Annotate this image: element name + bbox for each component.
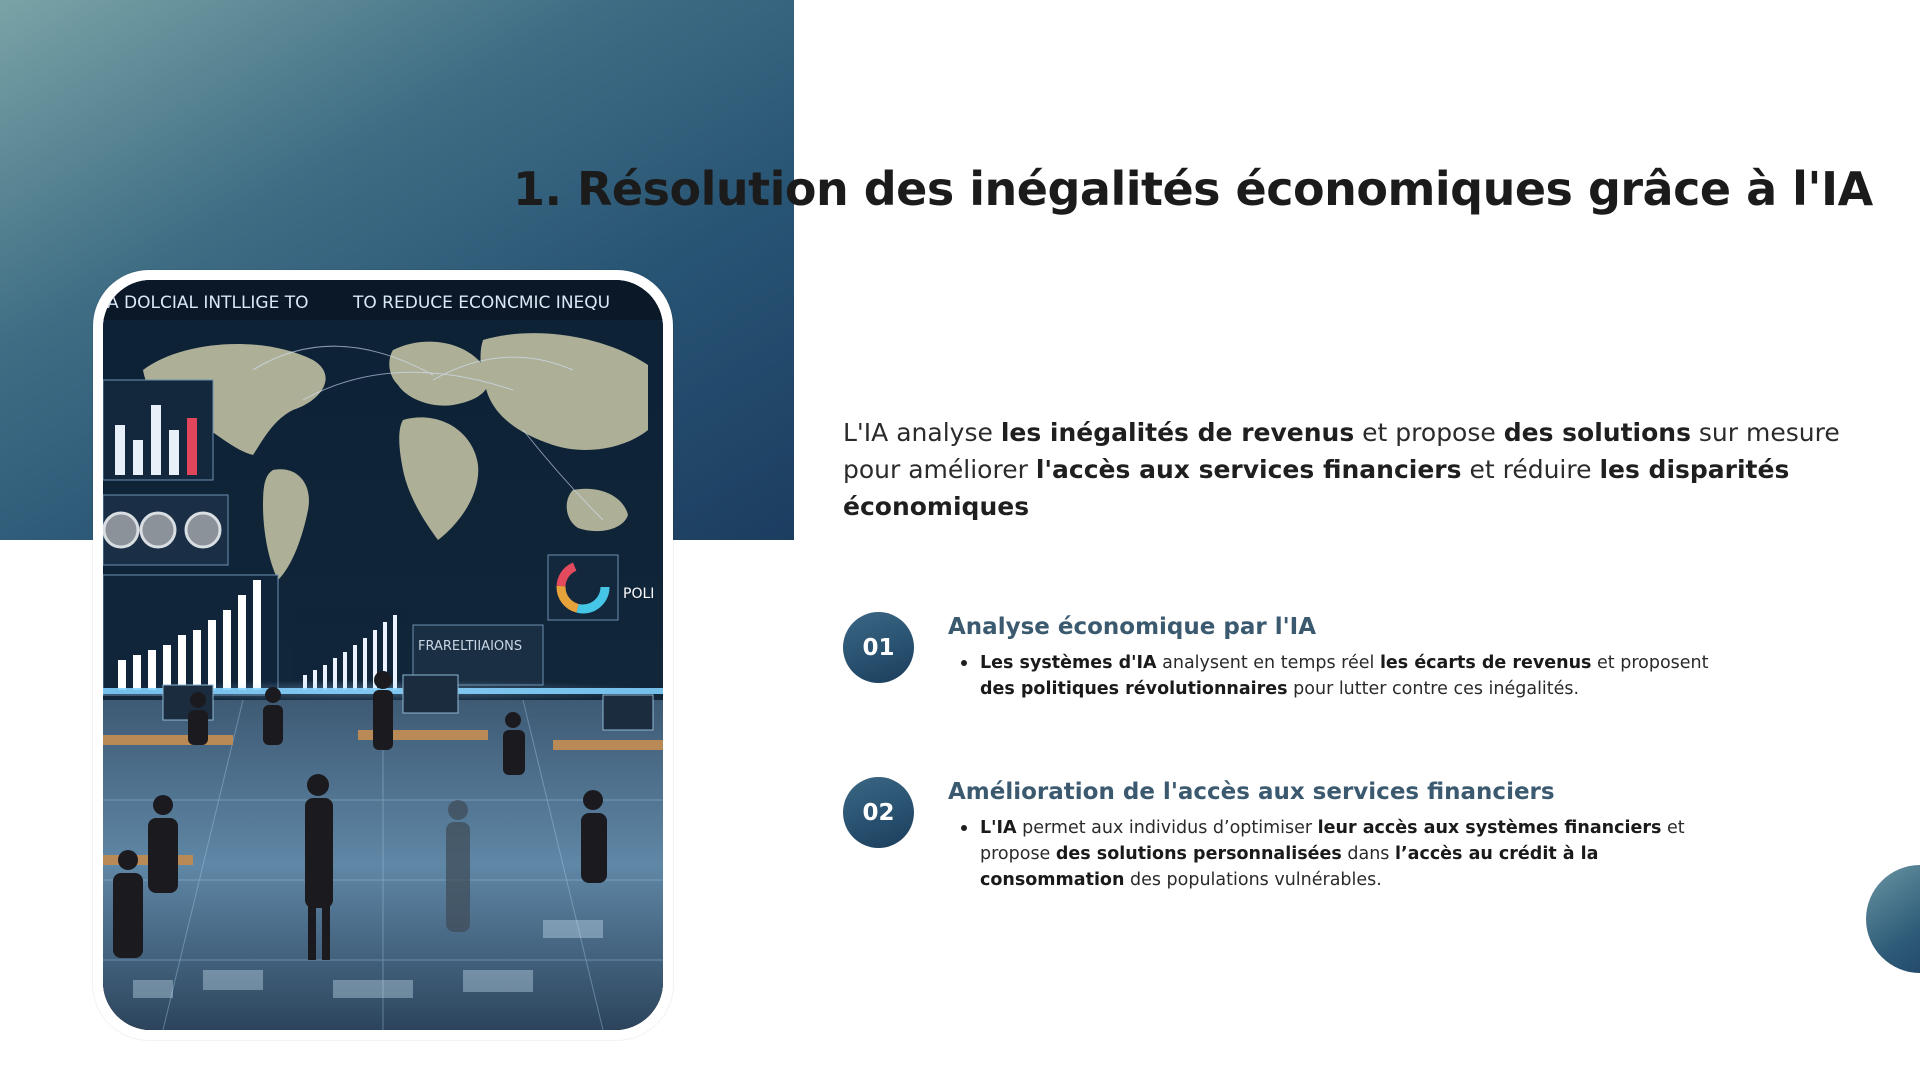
image-label-mid: FRARELTIIAIONS	[418, 639, 523, 654]
bold-text-run: les écarts de revenus	[1379, 653, 1592, 673]
item-bullet-list-1	[948, 650, 1748, 702]
intro-paragraph	[843, 414, 1843, 525]
chart-panel-top-left	[103, 380, 213, 480]
image-label-right: POLI	[623, 586, 655, 602]
bold-text-run: les inégalités de revenus	[1000, 418, 1355, 447]
item-bullet-2	[948, 815, 1748, 893]
bold-text-run: des solutions personnalisées	[1055, 844, 1342, 864]
slide-title: 1. Résolution des inégalités économiques grâce à l'IA	[513, 162, 1873, 216]
text-run: et propose	[980, 818, 1685, 864]
text-run: pour lutter contre ces inégalités.	[1287, 679, 1580, 699]
chart-panel-mid-left	[103, 575, 278, 695]
bold-text-run: L'IA	[980, 818, 1017, 838]
bold-text-run: l’accès au crédit à la consommation	[980, 844, 1599, 890]
text-run: sur mesure pour améliorer	[843, 418, 1840, 484]
item-title-1: Analyse économique par l'IA	[948, 614, 1316, 640]
text-run: et proposent	[1591, 653, 1709, 673]
bold-text-run: des solutions	[1503, 418, 1691, 447]
text-run: dans	[1341, 844, 1395, 864]
bold-text-run: des politiques révolutionnaires	[980, 679, 1288, 699]
bold-text-run: les disparités économiques	[843, 455, 1790, 521]
bold-text-run: Les systèmes d'IA	[980, 653, 1157, 673]
text-run: analysent en temps réel	[1156, 653, 1380, 673]
image-caption-right: TO REDUCE ECONCMIC INEQU	[353, 293, 611, 313]
illustration-image	[103, 280, 663, 1030]
text-run: et propose	[1354, 418, 1504, 447]
number-badge-02: 02	[843, 777, 914, 848]
coin-panel	[103, 495, 228, 565]
item-title-2: Amélioration de l'accès aux services financiers	[948, 779, 1555, 805]
image-caption-left: A DOLCIAL INTLLIGE TO	[107, 293, 309, 313]
text-run: L'IA analyse	[843, 418, 1001, 447]
photo-frame	[93, 270, 673, 1040]
item-bullet-list-2	[948, 815, 1748, 893]
bold-text-run: leur accès aux systèmes financiers	[1317, 818, 1662, 838]
text-run: des populations vulnérables.	[1124, 870, 1382, 890]
bold-text-run: l'accès aux services financiers	[1035, 455, 1462, 484]
text-run: et réduire	[1461, 455, 1600, 484]
illustration-svg	[103, 280, 663, 1030]
text-run: permet aux individus d’optimiser	[1016, 818, 1318, 838]
number-badge-01: 01	[843, 612, 914, 683]
decorative-circle	[1866, 865, 1920, 973]
item-bullet-1	[948, 650, 1748, 702]
